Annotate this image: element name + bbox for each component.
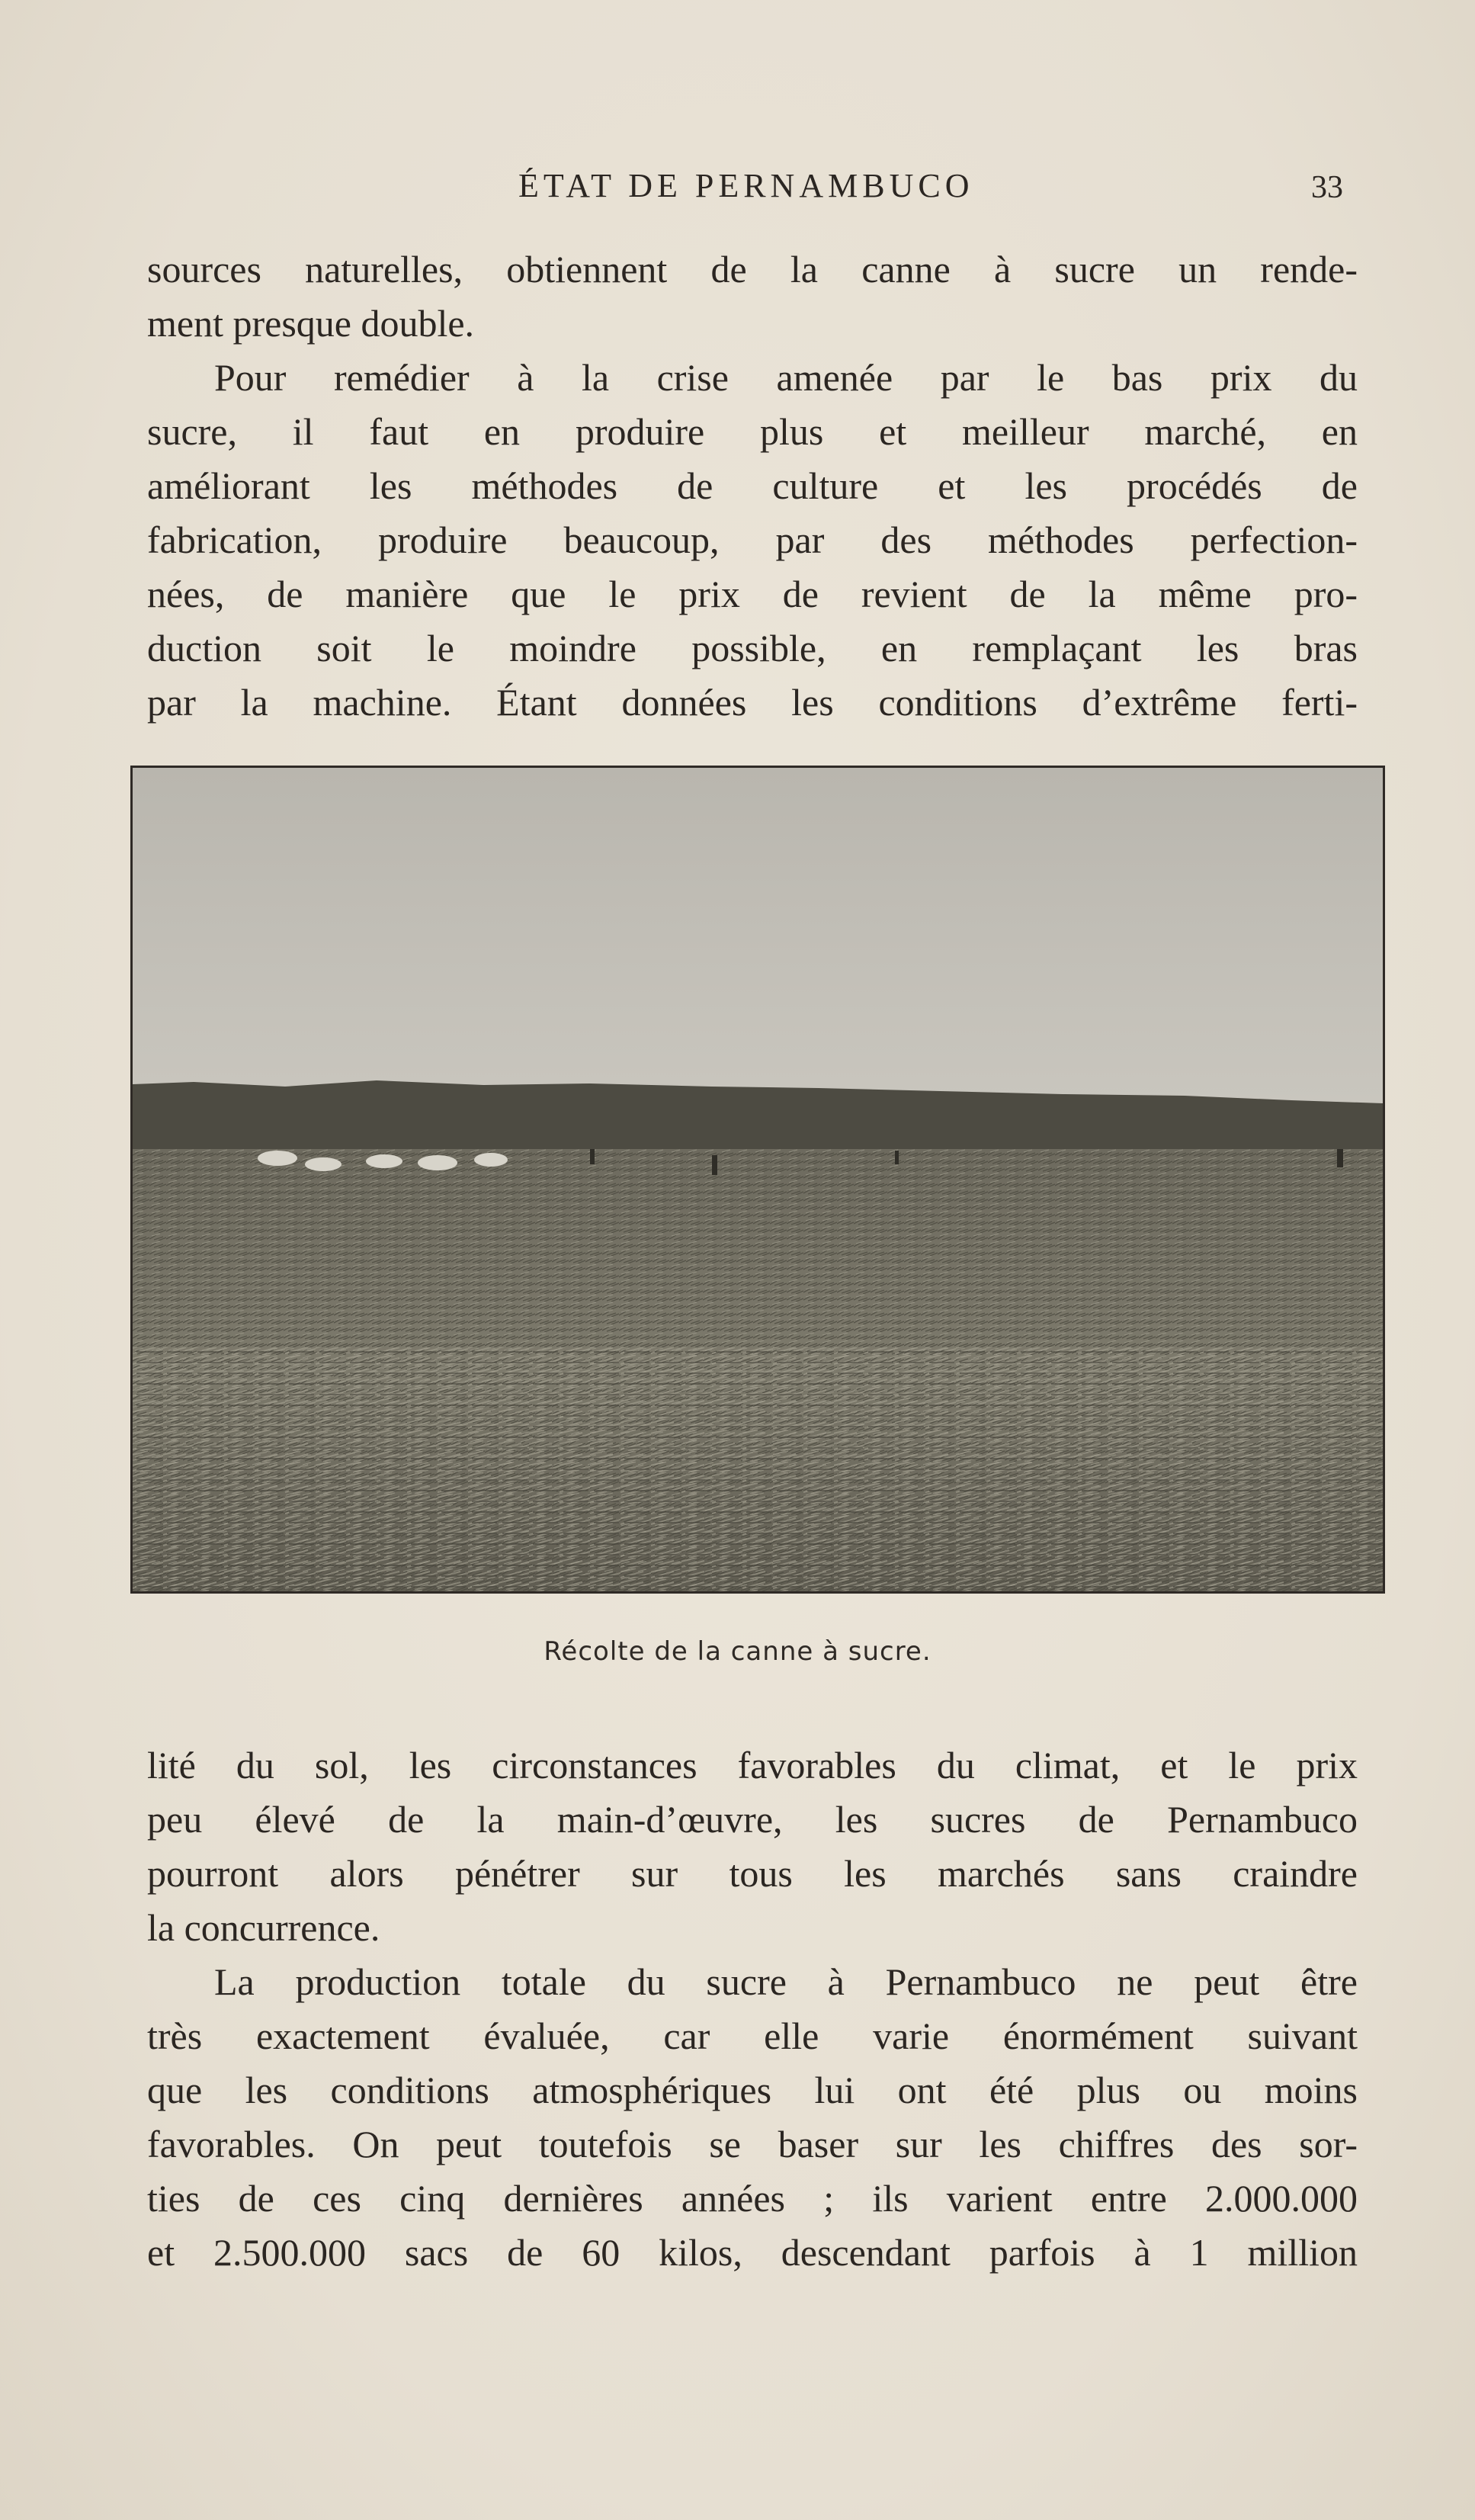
text-line: sucre, il faut en produire plus et meilleur marché, en (147, 410, 1358, 453)
harvest-photograph (130, 766, 1385, 1594)
sky (133, 768, 1383, 1103)
text-line: ties de ces cinq dernières années ; ils varient entre 2.000.000 (147, 2177, 1358, 2220)
cut-cane-straw (133, 1347, 1383, 1591)
text-line: très exactement évaluée, car elle varie énormément suivant (147, 2014, 1358, 2057)
text-line: ment presque double. (147, 302, 475, 345)
text-line: la concurrence. (147, 1906, 380, 1949)
text-line: duction soit le moindre possible, en remplaçant les bras (147, 627, 1358, 669)
figure-caption: Récolte de la canne à sucre. (544, 1636, 931, 1667)
text-line: et 2.500.000 sacs de 60 kilos, descendant parfois à 1 million (147, 2231, 1358, 2274)
text-line: lité du sol, les circonstances favorables du climat, et le prix (147, 1744, 1358, 1786)
text-line: fabrication, produire beaucoup, par des méthodes perfection- (147, 518, 1358, 561)
text-line: sources naturelles, obtiennent de la canne à sucre un rende- (147, 248, 1358, 291)
field-photo-illustration (133, 768, 1383, 1591)
text-line: pourront alors pénétrer sur tous les marchés sans craindre (147, 1852, 1358, 1895)
text-line: La production totale du sucre à Pernambuco ne peut être (214, 1960, 1358, 2003)
text-line: nées, de manière que le prix de revient de la même pro- (147, 573, 1358, 615)
text-line: améliorant les méthodes de culture et les procédés de (147, 464, 1358, 507)
text-line: peu élevé de la main-d’œuvre, les sucres de Pernambuco (147, 1798, 1358, 1841)
text-line: Pour remédier à la crise amenée par le bas prix du (214, 356, 1358, 399)
text-line: favorables. On peut toutefois se baser sur les chiffres des sor- (147, 2123, 1358, 2165)
text-line: par la machine. Étant données les conditions d’extrême ferti- (147, 681, 1358, 724)
text-line: que les conditions atmosphériques lui ont été plus ou moins (147, 2069, 1358, 2111)
bottom-paragraphs (147, 1738, 1358, 2280)
page-number: 33 (1311, 170, 1343, 205)
top-paragraphs (147, 242, 1358, 730)
running-title: ÉTAT DE PERNAMBUCO (518, 167, 974, 204)
